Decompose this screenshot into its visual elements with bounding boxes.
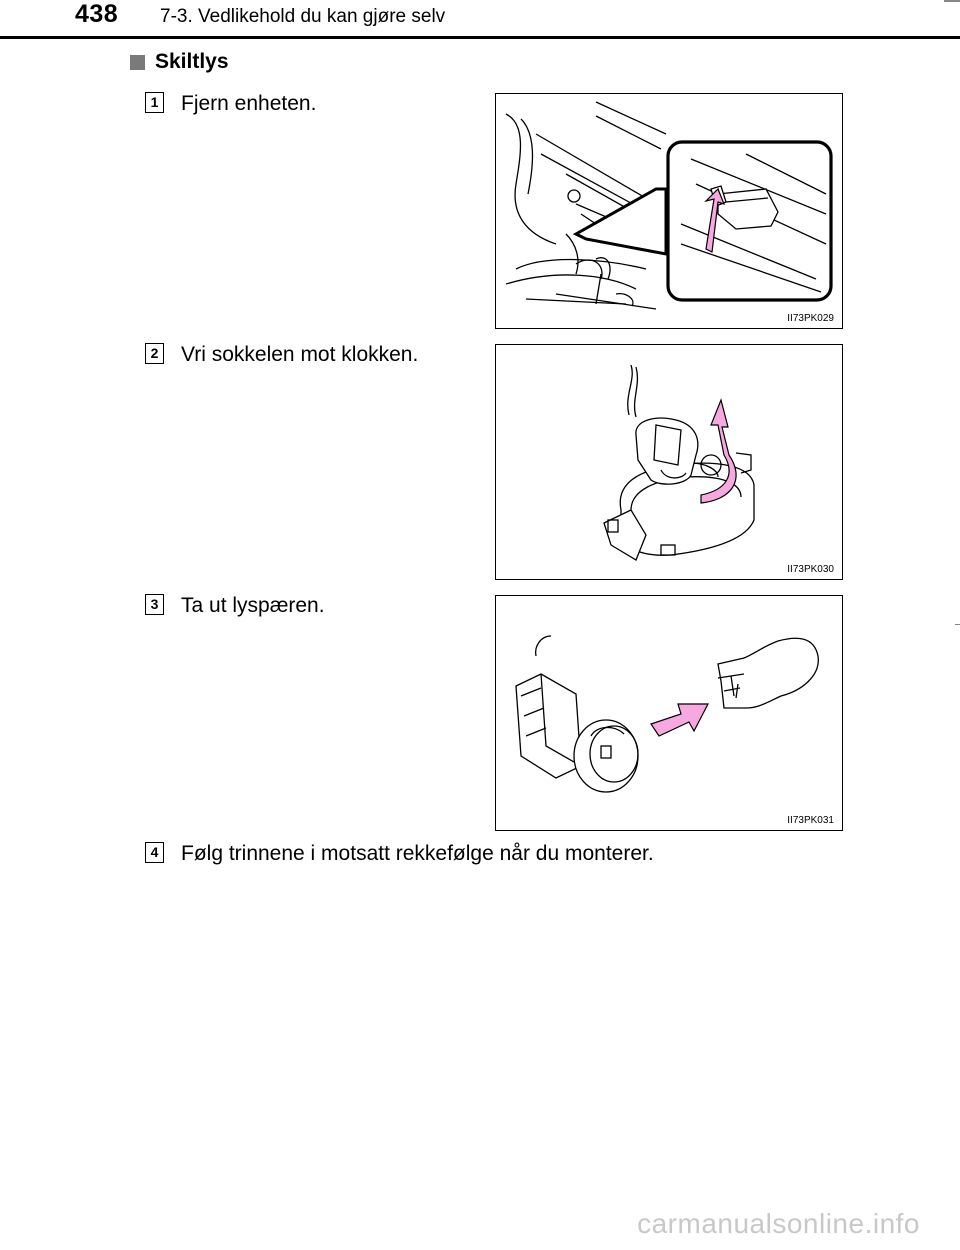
step-text-3: Ta ut lyspæren. — [181, 594, 325, 617]
section-title: Skiltlys — [155, 50, 229, 73]
step-number-3: 3 — [145, 594, 164, 615]
step-number-4: 4 — [145, 842, 164, 863]
connector — [516, 636, 638, 792]
step-text-4: Følg trinnene i motsatt rekkefølge når du monterer. — [181, 842, 654, 865]
edge-tick-right — [955, 624, 960, 625]
callout-frame — [576, 142, 831, 300]
figure-remove-bulb — [495, 595, 843, 831]
step-text-1: Fjern enheten. — [181, 92, 317, 115]
step-text-2: Vri sokkelen mot klokken. — [181, 343, 419, 366]
header-rule — [0, 36, 960, 39]
pull-arrow-icon — [651, 704, 708, 736]
figure-twist-socket — [495, 344, 843, 580]
figure-remove-unit — [495, 93, 843, 329]
section-marker-icon — [130, 55, 145, 70]
bulb-icon — [718, 638, 818, 708]
edge-tick-top — [944, 0, 960, 2]
section-heading — [130, 50, 229, 74]
watermark: carmanualsonline.info — [637, 1208, 920, 1239]
socket — [628, 365, 698, 484]
figure-code-3: II73PK031 — [787, 815, 834, 826]
step-number-1: 1 — [145, 92, 164, 113]
figure-code-1: II73PK029 — [787, 313, 834, 324]
figure-code-2: II73PK030 — [787, 564, 834, 575]
chapter-title: 7-3. Vedlikehold du kan gjøre selv — [160, 6, 446, 27]
step-number-2: 2 — [145, 343, 164, 364]
page-number: 438 — [75, 0, 119, 28]
